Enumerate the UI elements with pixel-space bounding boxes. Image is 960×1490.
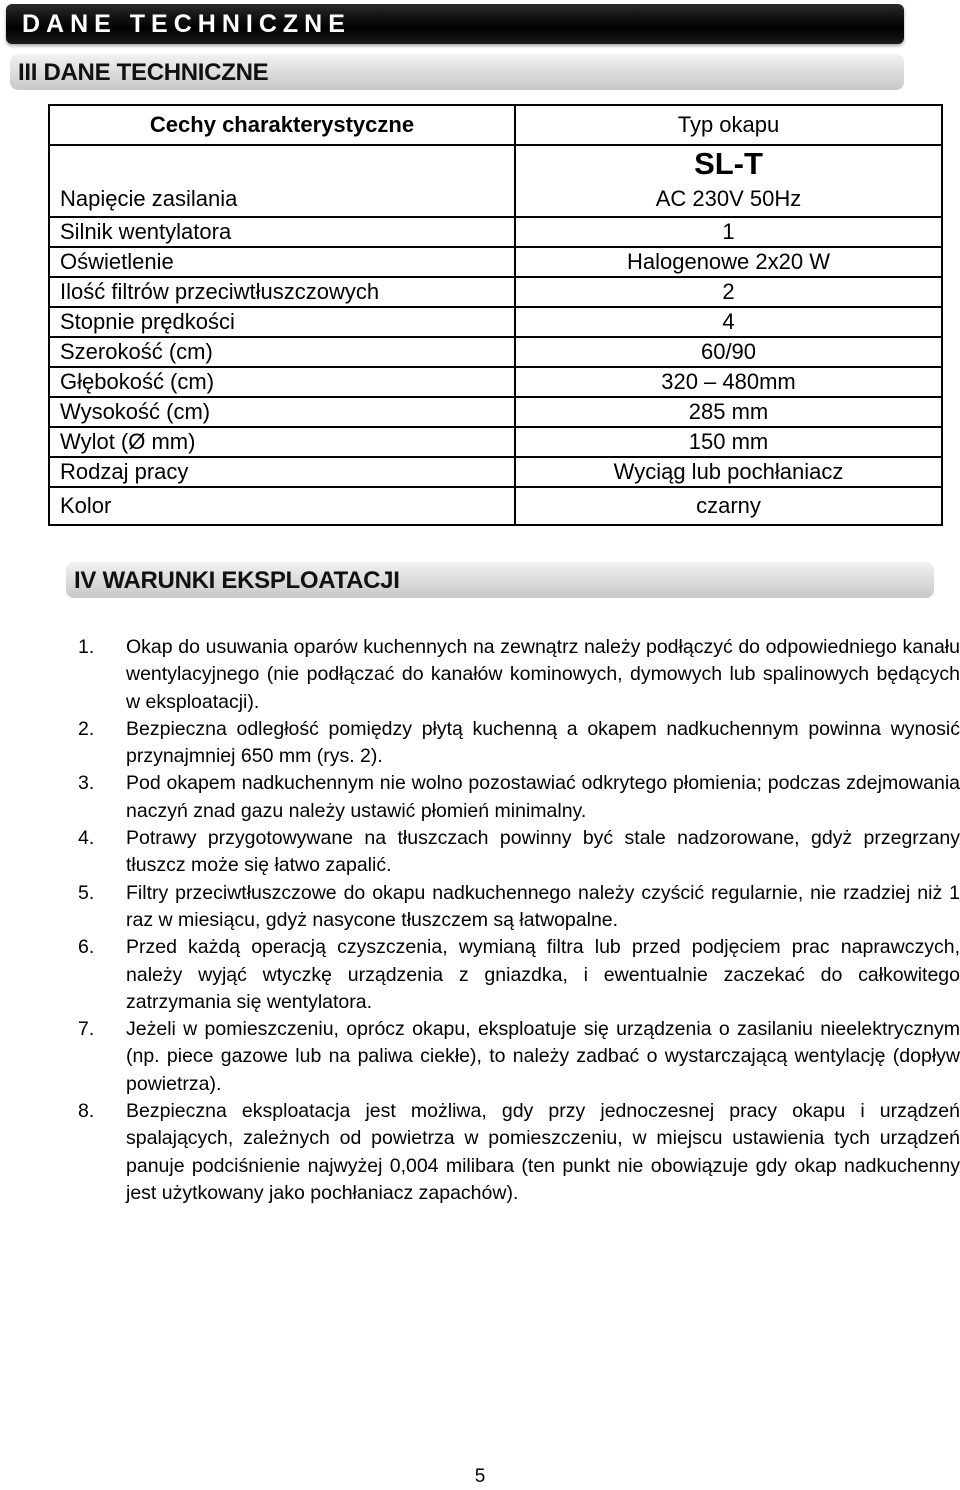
- item-number: 2.: [78, 717, 95, 740]
- item-number: 1.: [78, 636, 95, 658]
- item-text: Bezpieczna odległość pomiędzy płytą kuchenną a okapem nadkuchennym powinna wynosić przynajmniej 650 mm (rys. 2).: [126, 717, 960, 768]
- section-4-bar: [66, 562, 934, 598]
- spec-value: 1: [515, 217, 942, 247]
- item-number: 3.: [78, 772, 95, 795]
- model-row: [49, 145, 942, 182]
- spec-label: Napięcie zasilania: [49, 182, 515, 217]
- table-row: [49, 397, 942, 427]
- item-number: 7.: [78, 1018, 95, 1041]
- table-row: [49, 277, 942, 307]
- list-item: [78, 934, 960, 1016]
- spec-value: 4: [515, 307, 942, 337]
- list-item: [78, 770, 960, 825]
- spec-label: Stopnie prędkości: [49, 307, 515, 337]
- item-text: Okap do usuwania oparów kuchennych na zewnątrz należy podłączyć do odpowiedniego kanału wentylacyjnego (nie podłączać do kanałów kominowych, dymowych lub spalinowych będących w eksploatacji).: [126, 636, 960, 713]
- spec-label: Kolor: [49, 487, 515, 525]
- table-row: [49, 337, 942, 367]
- spec-label: Ilość filtrów przeciwtłuszczowych: [49, 277, 515, 307]
- item-text: Filtry przeciwtłuszczowe do okapu nadkuchennego należy czyścić regularnie, nie rzadziej niż 1 raz w miesiącu, gdyż nasycone tłuszczem są łatwopalne.: [126, 881, 960, 931]
- item-text: Pod okapem nadkuchennym nie wolno pozostawiać odkrytego płomienia; podczas zdejmowania naczyń znad gazu należy ustawić płomień minimalny.: [126, 772, 960, 822]
- spec-value: 320 – 480mm: [515, 367, 942, 397]
- table-row: [49, 217, 942, 247]
- spec-value: 2: [515, 277, 942, 307]
- spec-value: AC 230V 50Hz: [515, 182, 942, 217]
- spec-label: Głębokość (cm): [49, 367, 515, 397]
- spec-label: Rodzaj pracy: [49, 457, 515, 487]
- spec-label: Wylot (Ø mm): [49, 427, 515, 457]
- specs-header-row: [49, 105, 942, 145]
- model-name: SL-T: [515, 145, 942, 182]
- col-type-header: Typ okapu: [515, 105, 942, 145]
- operating-conditions-list: [78, 634, 960, 1207]
- header-banner: [6, 4, 904, 44]
- item-number: 5.: [78, 881, 95, 904]
- item-number: 6.: [78, 936, 95, 959]
- spec-value: czarny: [515, 487, 942, 525]
- list-item: [78, 880, 960, 935]
- table-row: [49, 307, 942, 337]
- item-number: 8.: [78, 1100, 95, 1123]
- page-number: 5: [474, 1466, 486, 1487]
- section-4-title: IV WARUNKI EKSPLOATACJI: [74, 567, 400, 594]
- list-item: [78, 716, 960, 771]
- spec-label: Silnik wentylatora: [49, 217, 515, 247]
- model-row-empty-cell: [49, 145, 515, 182]
- table-row: [49, 457, 942, 487]
- spec-value: Wyciąg lub pochłaniacz: [515, 457, 942, 487]
- table-row: [49, 487, 942, 525]
- list-item: [78, 1098, 960, 1207]
- table-row: [49, 427, 942, 457]
- table-row: [49, 367, 942, 397]
- spec-label: Oświetlenie: [49, 247, 515, 277]
- specs-table: [48, 104, 943, 526]
- spec-label: Wysokość (cm): [49, 397, 515, 427]
- item-text: Przed każdą operacją czyszczenia, wymianą filtra lub przed podjęciem prac naprawczych, należy wyjąć wtyczkę urządzenia z gniazdka, i ewentualnie zaczekać do całkowitego zatrzymania się wentylatora.: [126, 936, 960, 1013]
- section-3-bar: [10, 54, 904, 90]
- spec-label: Szerokość (cm): [49, 337, 515, 367]
- header-title: DANE TECHNICZNE: [22, 10, 351, 38]
- section-3-title: III DANE TECHNICZNE: [18, 59, 269, 86]
- list-item: [78, 634, 960, 716]
- table-row: [49, 182, 942, 217]
- spec-value: 285 mm: [515, 397, 942, 427]
- spec-value: 150 mm: [515, 427, 942, 457]
- spec-value: Halogenowe 2x20 W: [515, 247, 942, 277]
- spec-value: 60/90: [515, 337, 942, 367]
- list-item: [78, 825, 960, 880]
- item-text: Jeżeli w pomieszczeniu, oprócz okapu, eksploatuje się urządzenia o zasilaniu nieelektrycznym (np. piece gazowe lub na paliwa ciekłe), to należy zadbać o wystarczającą wentylację (dopływ powietrza).: [126, 1018, 960, 1095]
- item-text: Potrawy przygotowywane na tłuszczach powinny być stale nadzorowane, gdyż przegrzany tłuszcz może się łatwo zapalić.: [126, 827, 960, 877]
- item-text: Bezpieczna eksploatacja jest możliwa, gdy przy jednoczesnej pracy okapu i urządzeń spalających, zależnych od powietrza w pomieszczeniu, w miejscu ustawienia tych urządzeń panuje podciśnienie najwyżej 0,004 milibara (ten punkt nie obowiązuje gdy okap nadkuchenny jest użytkowany jako pochłaniacz zapachów).: [126, 1100, 960, 1204]
- list-item: [78, 1016, 960, 1098]
- table-row: [49, 247, 942, 277]
- col-feature-header: Cechy charakterystyczne: [49, 105, 515, 145]
- item-number: 4.: [78, 827, 95, 850]
